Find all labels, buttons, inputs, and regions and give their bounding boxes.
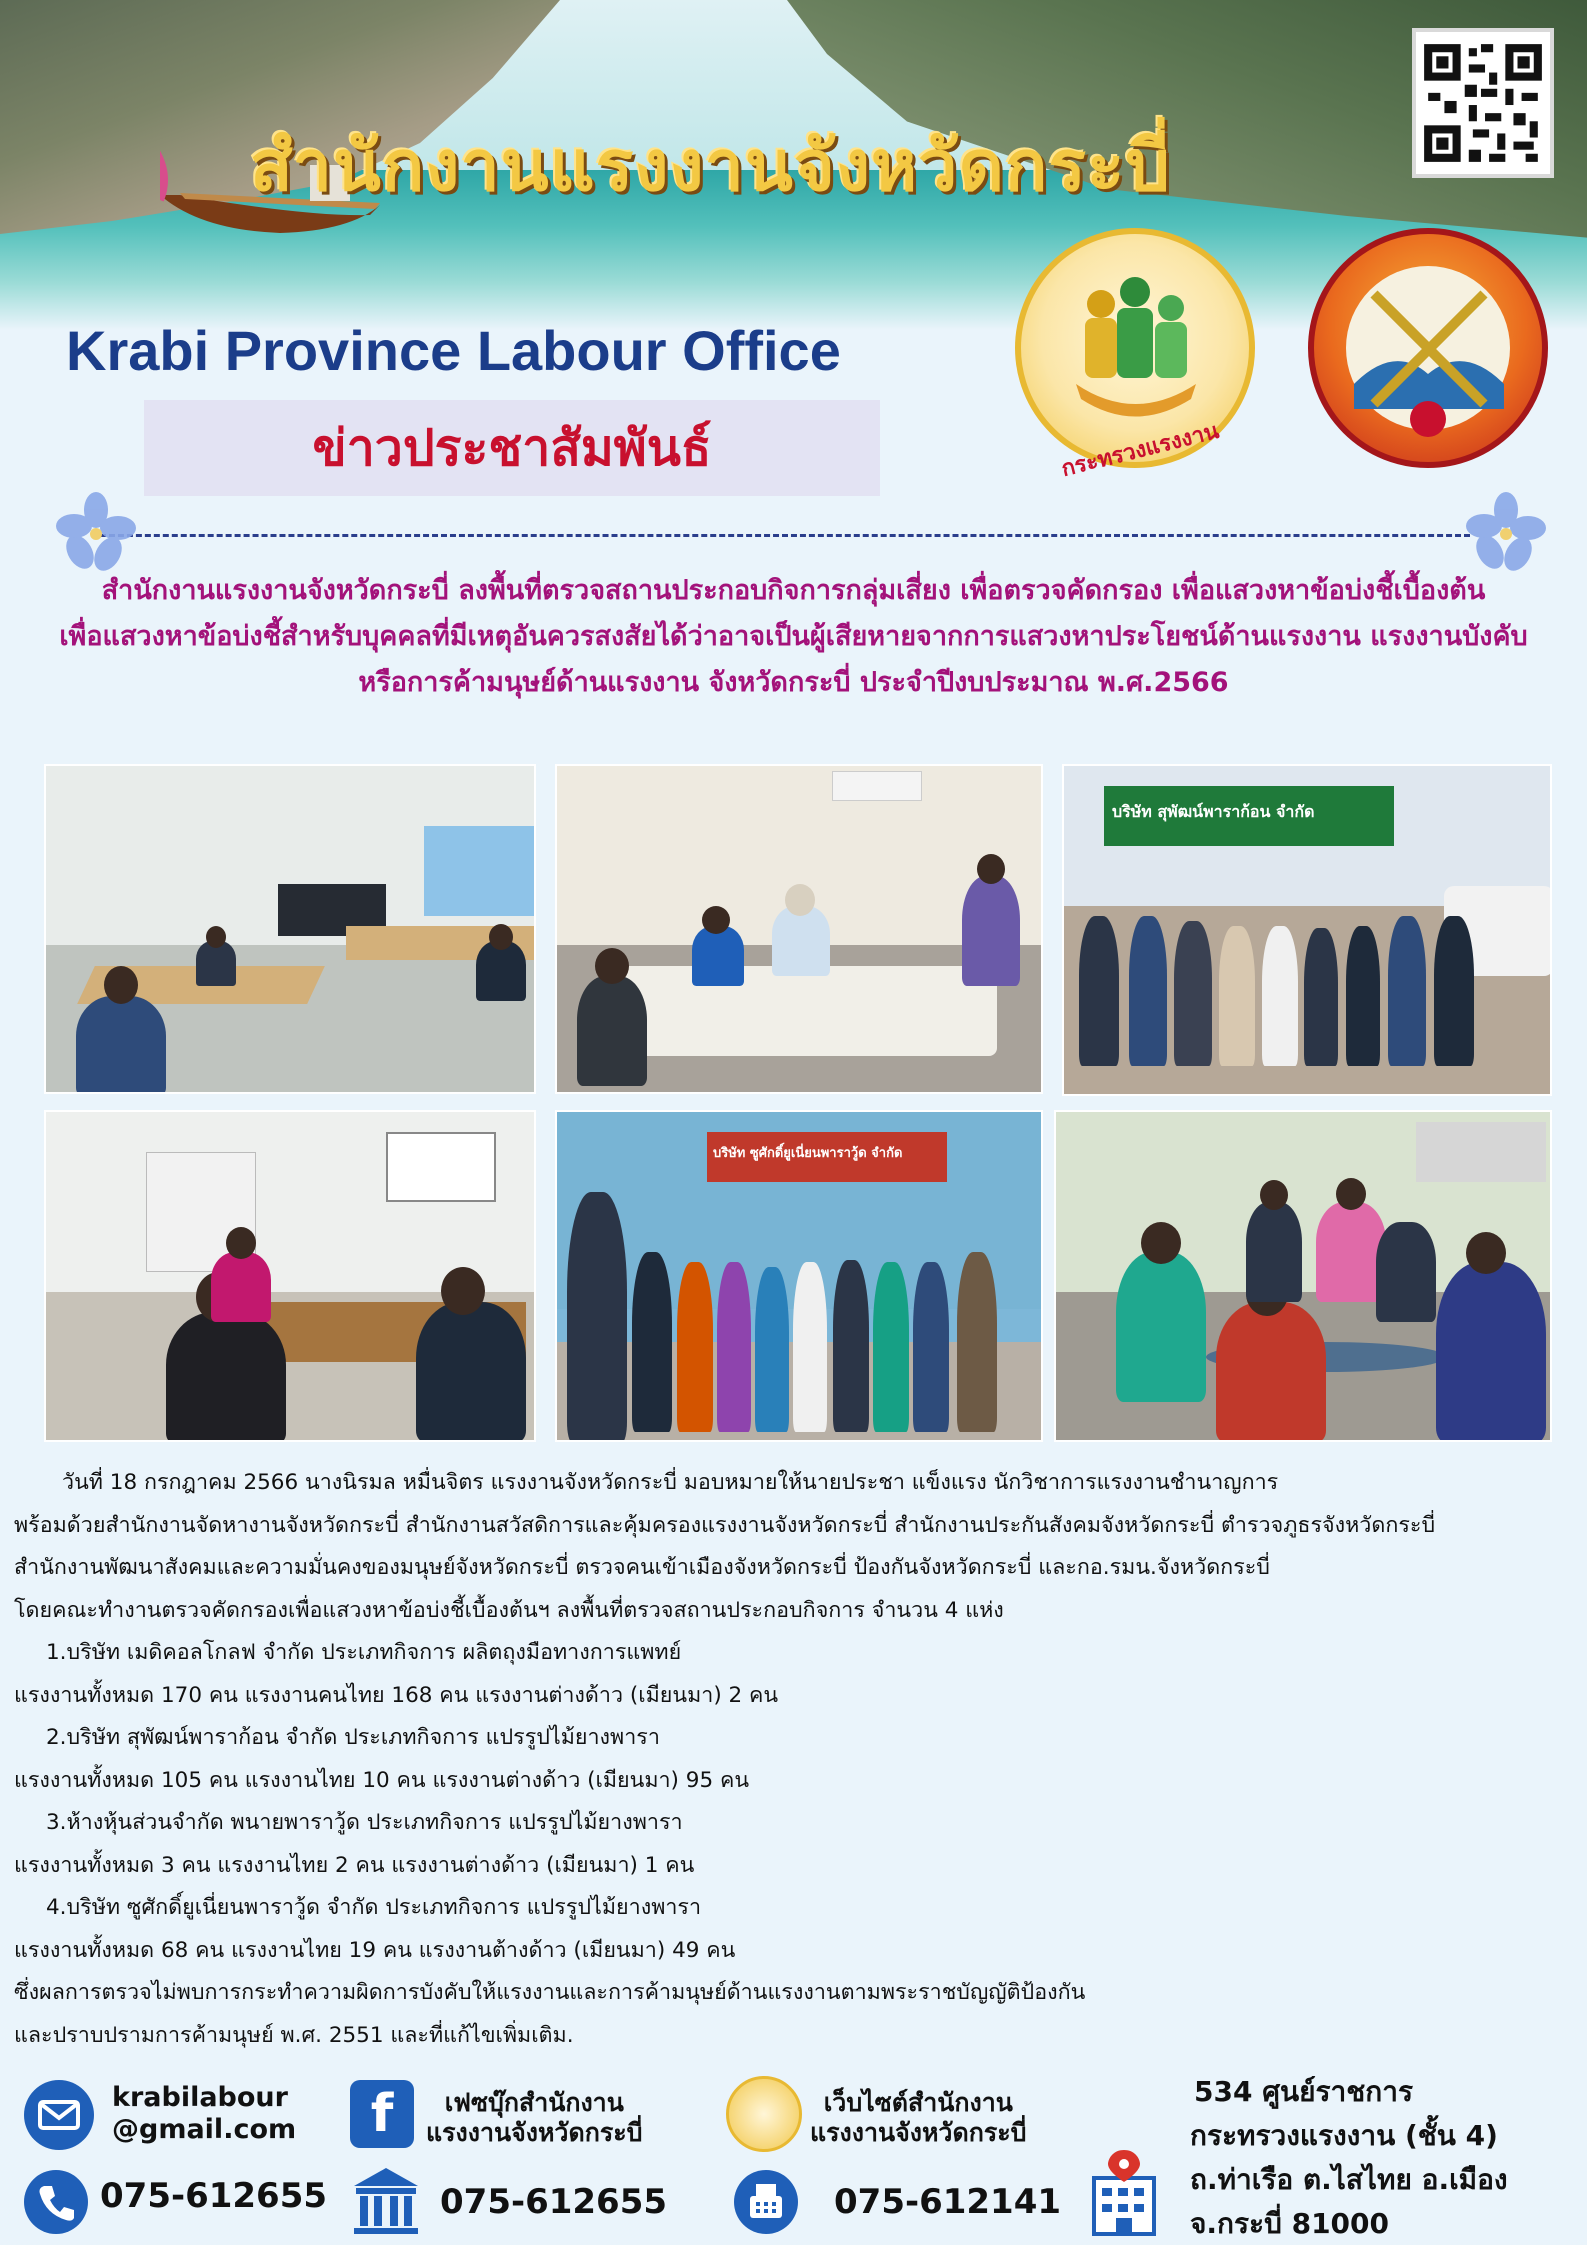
flower-decoration-icon — [56, 492, 136, 572]
section-label-box — [144, 400, 880, 496]
building-location-icon — [1086, 2148, 1162, 2236]
website-contact[interactable] — [810, 2088, 1027, 2148]
website-icon[interactable] — [726, 2076, 802, 2152]
phone-number[interactable]: 075-612655 — [100, 2176, 328, 2216]
fax-number[interactable]: 075-612141 — [834, 2182, 1062, 2222]
body-line: สำนักงานพัฒนาสังคมและความมั่นคงของมนุษย์จังหวัดกระบี่ ตรวจคนเข้าเมืองจังหวัดกระบี่ ป้องกันจังหวัดกระบี่ และกอ.รมน.จังหวัดกระบี่ — [14, 1555, 1270, 1580]
address-line: จ.กระบี่ 81000 — [1190, 2207, 1390, 2240]
body-line: พร้อมด้วยสำนักงานจัดหางานจังหวัดกระบี่ สำนักงานสวัสดิการและคุ้มครองแรงงานจังหวัดกระบี่ สำนักงานประกันสังคมจังหวัดกระบี่ ตำรวจภูธรจังหวัดกระบี่ — [14, 1512, 1436, 1538]
photo-workers-lineup — [555, 1110, 1043, 1442]
body-line: ซึ่งผลการตรวจไม่พบการกระทำความผิดการบังคับให้แรงงานและการค้ามนุษย์ด้านแรงงานตามพระราชบัญญัติป้องกัน — [14, 1980, 1086, 2005]
contact-footer — [0, 2070, 1587, 2245]
headline-line: หรือการค้ามนุษย์ด้านแรงงาน จังหวัดกระบี่ ประจำปีงบประมาณ พ.ศ.2566 — [358, 667, 1229, 698]
body-line: โดยคณะทำงานตรวจคัดกรองเพื่อแสวงหาข้อบ่งชี้เบื้องต้นฯ ลงพื้นที่ตรวจสถานประกอบกิจการ จำนวน 4 แห่ง — [14, 1597, 1004, 1623]
headline-line: เพื่อแสวงหาข้อบ่งชี้สำหรับบุคคลที่มีเหตุอันควรสงสัยได้ว่าอาจเป็นผู้เสียหายจากการแสวงหาประโยชน์ด้านแรงงาน แรงงานบังคับ — [59, 621, 1528, 652]
address-block — [1190, 2070, 1508, 2245]
phone-icon[interactable] — [24, 2170, 88, 2234]
company-workers: แรงงานทั้งหมด 170 คน แรงงานคนไทย 168 คน แรงงานต่างด้าว (เมียนมา) 2 คน — [14, 1682, 779, 1708]
flower-decoration-icon — [1466, 492, 1546, 572]
email-icon[interactable] — [24, 2080, 94, 2150]
body-line: และปราบปรามการค้ามนุษย์ พ.ศ. 2551 และที่แก้ไขเพิ่มเติม. — [14, 2022, 574, 2048]
company-item: 2.บริษัท สุพัฒน์พาราก้อน จำกัด ประเภทกิจการ แปรรูปไม้ยางพารา — [46, 1725, 660, 1750]
company-workers: แรงงานทั้งหมด 105 คน แรงงานไทย 10 คน แรงงานต่างด้าว (เมียนมา) 95 คน — [14, 1767, 750, 1793]
company-item: 3.ห้างหุ้นส่วนจำกัด พนายพาราวู้ด ประเภทกิจการ แปรรูปไม้ยางพารา — [46, 1810, 683, 1835]
facebook-contact[interactable] — [426, 2088, 643, 2148]
website-line: เว็บไซต์สำนักงาน — [823, 2088, 1013, 2117]
office-building-icon — [348, 2162, 424, 2238]
news-body — [14, 1462, 1574, 2057]
company-item: 1.บริษัท เมดิคอลโกลฟ จำกัด ประเภทกิจการ ผลิตถุงมือทางการแพทย์ — [46, 1640, 682, 1665]
fax-icon[interactable] — [734, 2170, 798, 2234]
company-workers: แรงงานทั้งหมด 3 คน แรงงานไทย 2 คน แรงงานต่างด้าว (เมียนมา) 1 คน — [14, 1852, 695, 1878]
address-line: กระทรวงแรงงาน (ชั้น 4) — [1190, 2119, 1498, 2152]
office-title-english: Krabi Province Labour Office — [66, 319, 841, 382]
photo-signboard: บริษัท สุพัฒน์พาราก้อน จำกัด — [1112, 802, 1315, 821]
company-workers: แรงงานทั้งหมด 68 คน แรงงานไทย 19 คน แรงงานต้างด้าว (เมียนมา) 49 คน — [14, 1937, 736, 1963]
email-line: krabilabour — [112, 2082, 288, 2113]
email-line: @gmail.com — [112, 2114, 297, 2145]
dashed-separator — [100, 534, 1470, 537]
headline-line: สำนักงานแรงงานจังหวัดกระบี่ ลงพื้นที่ตรวจสถานประกอบกิจการกลุ่มเสี่ยง เพื่อตรวจคัดกรอง เพื่อแสวงหาข้อบ่งชี้เบื้องต้น — [101, 575, 1486, 606]
photo-office-interview — [44, 1110, 536, 1442]
facebook-line: แรงงานจังหวัดกระบี่ — [426, 2118, 643, 2147]
address-line: 534 ศูนย์ราชการ — [1194, 2075, 1413, 2108]
office-title-thai: สำนักงานแรงงานจังหวัดกระบี่ — [250, 125, 1171, 207]
news-headline — [40, 568, 1547, 706]
photo-group-factory — [1062, 764, 1552, 1096]
office-phone-number[interactable]: 075-612655 — [440, 2182, 668, 2222]
facebook-line: เฟซบุ๊กสำนักงาน — [444, 2088, 624, 2117]
email-contact[interactable] — [112, 2082, 296, 2146]
krabi-provincial-seal — [1308, 228, 1548, 468]
address-line: ถ.ท่าเรือ ต.ไสไทย อ.เมือง — [1190, 2163, 1508, 2196]
facebook-icon[interactable]: f — [350, 2080, 414, 2148]
qr-code[interactable] — [1412, 28, 1554, 178]
crossed-swords-emblem-icon — [1314, 234, 1542, 462]
company-item: 4.บริษัท ซูศักดิ์ยูเนี่ยนพาราวู้ด จำกัด ประเภทกิจการ แปรรูปไม้ยางพารา — [46, 1895, 702, 1920]
website-line: แรงงานจังหวัดกระบี่ — [810, 2118, 1027, 2147]
body-line: วันที่ 18 กรกฎาคม 2566 นางนิรมล หมื่นจิตร แรงงานจังหวัดกระบี่ มอบหมายให้นายประชา แข็งแรง นักวิชาการแรงงานชำนาญการ — [62, 1470, 1279, 1495]
photo-meeting-room — [44, 764, 536, 1094]
photo-signboard: บริษัท ซูศักดิ์ยูเนี่ยนพาราวู้ด จำกัด — [713, 1146, 903, 1161]
photo-outdoor-interview — [1054, 1110, 1552, 1442]
photo-office-meeting — [555, 764, 1043, 1094]
ministry-seal-caption: กระทรวงแรงงาน — [1058, 418, 1222, 483]
section-label: ข่าวประชาสัมพันธ์ — [312, 418, 712, 477]
